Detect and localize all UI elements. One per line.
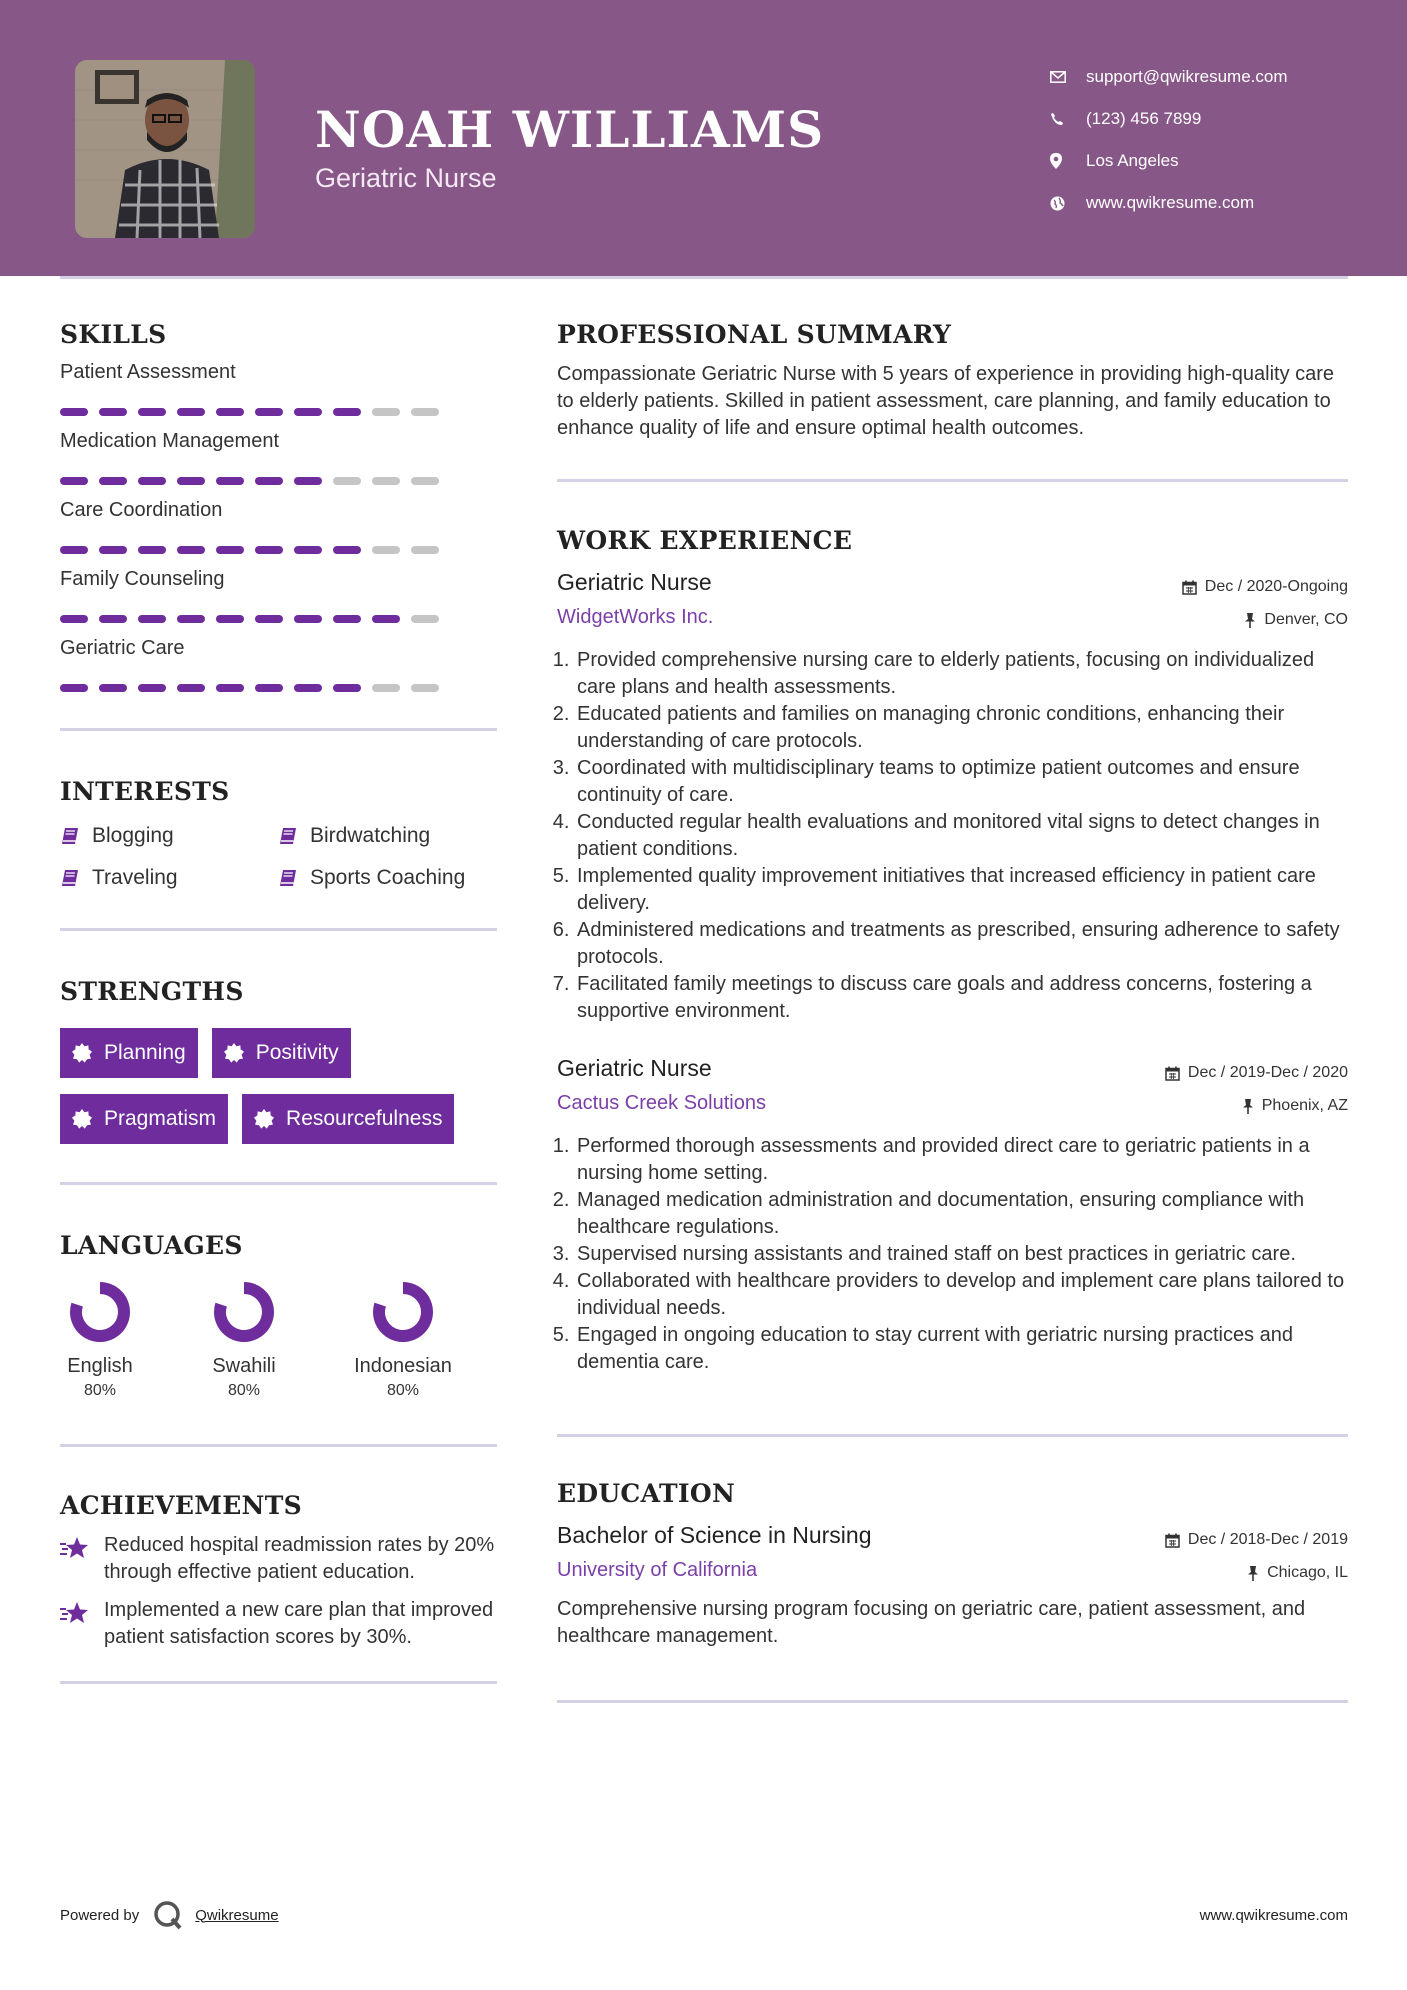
pin-icon (1244, 613, 1256, 628)
company-name: WidgetWorks Inc. (557, 606, 714, 628)
book-icon (60, 868, 80, 888)
skill-item (60, 568, 497, 623)
rating-dot-filled (294, 477, 322, 485)
rating-dot-filled (99, 615, 127, 623)
interest-item (278, 866, 496, 890)
section-divider (60, 1444, 497, 1447)
responsibility-item: 6. Administered medications and treatments as prescribed, ensuring adherence to safety protocols. (575, 917, 1348, 971)
job-dates-text: Dec / 2020-Ongoing (1204, 578, 1348, 595)
rating-dot-filled (216, 684, 244, 692)
company-name: Cactus Creek Solutions (557, 1092, 766, 1114)
responsibility-item: 4. Conducted regular health evaluations and monitored vital signs to detect changes in patient conditions. (575, 809, 1348, 863)
rating-dot-empty (333, 477, 361, 485)
interest-label: Traveling (92, 866, 178, 889)
language-ring (373, 1282, 433, 1342)
rating-dot-filled (333, 408, 361, 416)
responsibility-item: 7. Facilitated family meetings to discuss care goals and address concerns, fostering a supportive environment. (575, 971, 1348, 1025)
job-location-text: Denver, CO (1264, 611, 1348, 628)
rating-dot-filled (99, 408, 127, 416)
strength-label: Resourcefulness (286, 1107, 443, 1130)
rating-dot-filled (333, 684, 361, 692)
badge-icon (224, 1043, 244, 1063)
achievement-text: Implemented a new care plan that improved patient satisfaction scores by 30%. (104, 1599, 494, 1648)
summary-text: Compassionate Geriatric Nurse with 5 years of experience in providing high-quality care to elderly patients. Skilled in patient assessment, care planning, and family education to enhance quality of life and ensure optimal health outcomes. (557, 363, 1335, 439)
pin-icon (1247, 1566, 1259, 1581)
responsibility-item: 3. Supervised nursing assistants and trained staff on best practices in geriatric care. (575, 1241, 1348, 1268)
skills-section (60, 320, 497, 692)
skill-name: Geriatric Care (60, 637, 185, 659)
language-name: Swahili (212, 1355, 276, 1377)
section-divider (60, 1182, 497, 1185)
pin-icon (1242, 1099, 1254, 1114)
skill-name: Care Coordination (60, 499, 223, 521)
contact-phone[interactable] (1050, 98, 1380, 140)
responsibility-item: 1. Provided comprehensive nursing care to elderly patients, focusing on individualized care plans and health assessments. (575, 647, 1348, 701)
contact-location (1050, 140, 1380, 182)
job-dates (1165, 1064, 1348, 1082)
profile-photo (75, 60, 255, 238)
rating-dot-filled (177, 546, 205, 554)
rating-dot-filled (333, 615, 361, 623)
rating-dot-filled (138, 546, 166, 554)
education-dates-text: Dec / 2018-Dec / 2019 (1187, 1531, 1348, 1548)
education-subheader (557, 1559, 1348, 1582)
interest-item (60, 824, 278, 848)
strength-chip (242, 1094, 454, 1144)
rating-dot-filled (255, 408, 283, 416)
languages-heading: LANGUAGES (60, 1231, 243, 1260)
language-percent: 80% (83, 1382, 117, 1399)
language-item (60, 1282, 140, 1400)
section-divider (60, 928, 497, 931)
interest-item (278, 824, 496, 848)
interests-heading: INTERESTS (60, 777, 230, 806)
strength-label: Planning (104, 1041, 186, 1064)
globe-icon (1050, 196, 1086, 211)
rating-dot-filled (216, 546, 244, 554)
rating-dot-filled (60, 477, 88, 485)
language-percent: 80% (227, 1382, 261, 1399)
contact-email[interactable] (1050, 56, 1380, 98)
job-subheader (557, 1092, 1348, 1115)
star-icon (60, 1536, 90, 1560)
rating-dot-empty (411, 615, 439, 623)
language-item (338, 1282, 468, 1400)
job-location (1244, 611, 1348, 629)
rating-dot-empty (372, 546, 400, 554)
rating-dot-filled (60, 615, 88, 623)
rating-dot-filled (255, 477, 283, 485)
rating-dot-filled (177, 684, 205, 692)
strength-chip (212, 1028, 351, 1078)
achievement-text: Reduced hospital readmission rates by 20% through effective patient education. (104, 1534, 495, 1583)
map-pin-icon (1050, 153, 1086, 169)
rating-dot-filled (294, 408, 322, 416)
language-name: Indonesian (354, 1355, 452, 1377)
envelope-icon (1050, 71, 1086, 83)
language-ring (214, 1282, 274, 1342)
candidate-name: NOAH WILLIAMS (315, 100, 825, 159)
right-column (557, 320, 1348, 1703)
job-header (557, 1055, 1348, 1082)
strengths-heading: STRENGTHS (60, 977, 244, 1006)
skill-rating (60, 684, 497, 692)
rating-dot-filled (177, 477, 205, 485)
education-dates (1165, 1531, 1348, 1549)
rating-dot-filled (99, 477, 127, 485)
achievement-item (60, 1597, 497, 1651)
responsibility-list (557, 647, 1348, 1025)
skill-rating (60, 615, 497, 623)
rating-dot-filled (255, 615, 283, 623)
badge-icon (72, 1109, 92, 1129)
badge-icon (72, 1043, 92, 1063)
responsibility-item: 5. Implemented quality improvement initiatives that increased efficiency in patient care delivery. (575, 863, 1348, 917)
responsibility-item: 3. Coordinated with multidisciplinary teams to optimize patient outcomes and ensure continuity of care. (575, 755, 1348, 809)
skill-item (60, 499, 497, 554)
job-dates (1182, 578, 1348, 596)
summary-section (557, 320, 1348, 442)
responsibility-item: 2. Managed medication administration and documentation, ensuring compliance with healthcare regulations. (575, 1187, 1348, 1241)
job-header (557, 569, 1348, 596)
rating-dot-filled (138, 615, 166, 623)
left-column (60, 320, 497, 1684)
rating-dot-empty (372, 684, 400, 692)
contact-email-text: support@qwikresume.com (1086, 67, 1288, 86)
responsibility-item: 1. Performed thorough assessments and provided direct care to geriatric patients in a nursing home setting. (575, 1133, 1348, 1187)
skill-item (60, 361, 497, 416)
languages-section (60, 1231, 497, 1400)
rating-dot-filled (216, 408, 244, 416)
interest-label: Blogging (92, 824, 174, 847)
badge-icon (254, 1109, 274, 1129)
skill-item (60, 430, 497, 485)
responsibility-list (557, 1133, 1348, 1376)
summary-heading: PROFESSIONAL SUMMARY (557, 320, 952, 349)
job-entry (557, 1055, 1348, 1376)
page-footer (60, 1900, 1348, 1930)
calendar-icon (1165, 1533, 1180, 1548)
phone-icon (1050, 112, 1086, 126)
school-name: University of California (557, 1559, 758, 1581)
rating-dot-empty (372, 408, 400, 416)
rating-dot-filled (99, 684, 127, 692)
contact-website-text: www.qwikresume.com (1086, 193, 1255, 212)
candidate-title: Geriatric Nurse (315, 163, 497, 193)
degree-name: Bachelor of Science in Nursing (557, 1522, 872, 1548)
strengths-section (60, 977, 497, 1144)
rating-dot-empty (411, 408, 439, 416)
rating-dot-filled (216, 615, 244, 623)
education-description: Comprehensive nursing program focusing on geriatric care, patient assessment, and healthcare management. (557, 1598, 1306, 1647)
rating-dot-empty (411, 684, 439, 692)
language-name: English (67, 1355, 133, 1377)
language-ring (70, 1282, 130, 1342)
section-divider (60, 728, 497, 731)
strength-label: Pragmatism (104, 1107, 217, 1130)
header-divider (60, 276, 1348, 279)
job-title: Geriatric Nurse (557, 569, 712, 595)
rating-dot-filled (294, 546, 322, 554)
rating-dot-filled (372, 615, 400, 623)
experience-section (557, 526, 1348, 1376)
interests-section (60, 777, 497, 890)
powered-by-text: Powered by (60, 1906, 140, 1924)
strength-label: Positivity (255, 1041, 339, 1064)
achievements-section (60, 1491, 497, 1651)
strengths-list (60, 1028, 497, 1144)
rating-dot-filled (60, 546, 88, 554)
interest-item (60, 866, 278, 890)
contact-list (1050, 56, 1380, 224)
contact-phone-text: (123) 456 7899 (1086, 109, 1202, 128)
interest-label: Birdwatching (310, 824, 431, 847)
rating-dot-filled (177, 408, 205, 416)
achievements-heading: ACHIEVEMENTS (60, 1491, 302, 1520)
job-title: Geriatric Nurse (557, 1055, 712, 1081)
rating-dot-filled (138, 477, 166, 485)
rating-dot-filled (138, 408, 166, 416)
job-subheader (557, 606, 1348, 629)
skill-name: Medication Management (60, 430, 280, 452)
rating-dot-empty (411, 477, 439, 485)
rating-dot-filled (294, 615, 322, 623)
section-divider (557, 1434, 1348, 1437)
book-icon (60, 826, 80, 846)
language-item (204, 1282, 284, 1400)
responsibility-item: 2. Educated patients and families on managing chronic conditions, enhancing their understanding of care protocols. (575, 701, 1348, 755)
contact-location-text: Los Angeles (1086, 151, 1179, 170)
rating-dot-filled (177, 615, 205, 623)
skills-list (60, 361, 497, 692)
rating-dot-filled (99, 546, 127, 554)
languages-list (60, 1282, 497, 1400)
rating-dot-filled (138, 684, 166, 692)
job-dates-text: Dec / 2019-Dec / 2020 (1187, 1064, 1348, 1081)
powered-by (60, 1900, 279, 1930)
rating-dot-filled (333, 546, 361, 554)
job-location-text: Phoenix, AZ (1261, 1097, 1348, 1114)
brand-link[interactable]: Qwikresume (195, 1906, 279, 1924)
interests-list (60, 824, 497, 890)
calendar-icon (1165, 1066, 1180, 1081)
book-icon (278, 826, 298, 846)
experience-heading: WORK EXPERIENCE (557, 526, 853, 555)
rating-dot-empty (372, 477, 400, 485)
language-percent: 80% (386, 1382, 420, 1399)
rating-dot-filled (294, 684, 322, 692)
qwikresume-logo-icon (153, 1900, 183, 1930)
book-icon (278, 868, 298, 888)
calendar-icon (1182, 580, 1197, 595)
rating-dot-filled (255, 684, 283, 692)
skills-heading: SKILLS (60, 320, 167, 349)
education-location-text: Chicago, IL (1267, 1564, 1348, 1581)
footer-website-link[interactable]: www.qwikresume.com (1199, 1906, 1348, 1924)
skill-item (60, 637, 497, 692)
education-location (1247, 1564, 1348, 1582)
job-entry (557, 569, 1348, 1025)
achievement-item (60, 1532, 497, 1586)
section-divider (60, 1681, 497, 1684)
skill-rating (60, 477, 497, 485)
section-divider (557, 1700, 1348, 1703)
contact-website[interactable] (1050, 182, 1380, 224)
star-icon (60, 1601, 90, 1625)
rating-dot-empty (411, 546, 439, 554)
rating-dot-filled (216, 477, 244, 485)
rating-dot-filled (255, 546, 283, 554)
skill-rating (60, 408, 497, 416)
rating-dot-filled (60, 684, 88, 692)
resume-header (0, 0, 1407, 276)
strength-chip (60, 1094, 228, 1144)
responsibility-item: 5. Engaged in ongoing education to stay current with geriatric nursing practices and dementia care. (575, 1322, 1348, 1376)
rating-dot-filled (60, 408, 88, 416)
education-section (557, 1479, 1348, 1650)
education-heading: EDUCATION (557, 1479, 736, 1508)
skill-name: Patient Assessment (60, 361, 236, 383)
responsibility-item: 4. Collaborated with healthcare providers to develop and implement care plans tailored to individual needs. (575, 1268, 1348, 1322)
strength-chip (60, 1028, 198, 1078)
skill-name: Family Counseling (60, 568, 225, 590)
interest-label: Sports Coaching (310, 866, 466, 889)
skill-rating (60, 546, 497, 554)
education-header (557, 1522, 1348, 1549)
job-location (1242, 1097, 1348, 1115)
section-divider (557, 479, 1348, 482)
